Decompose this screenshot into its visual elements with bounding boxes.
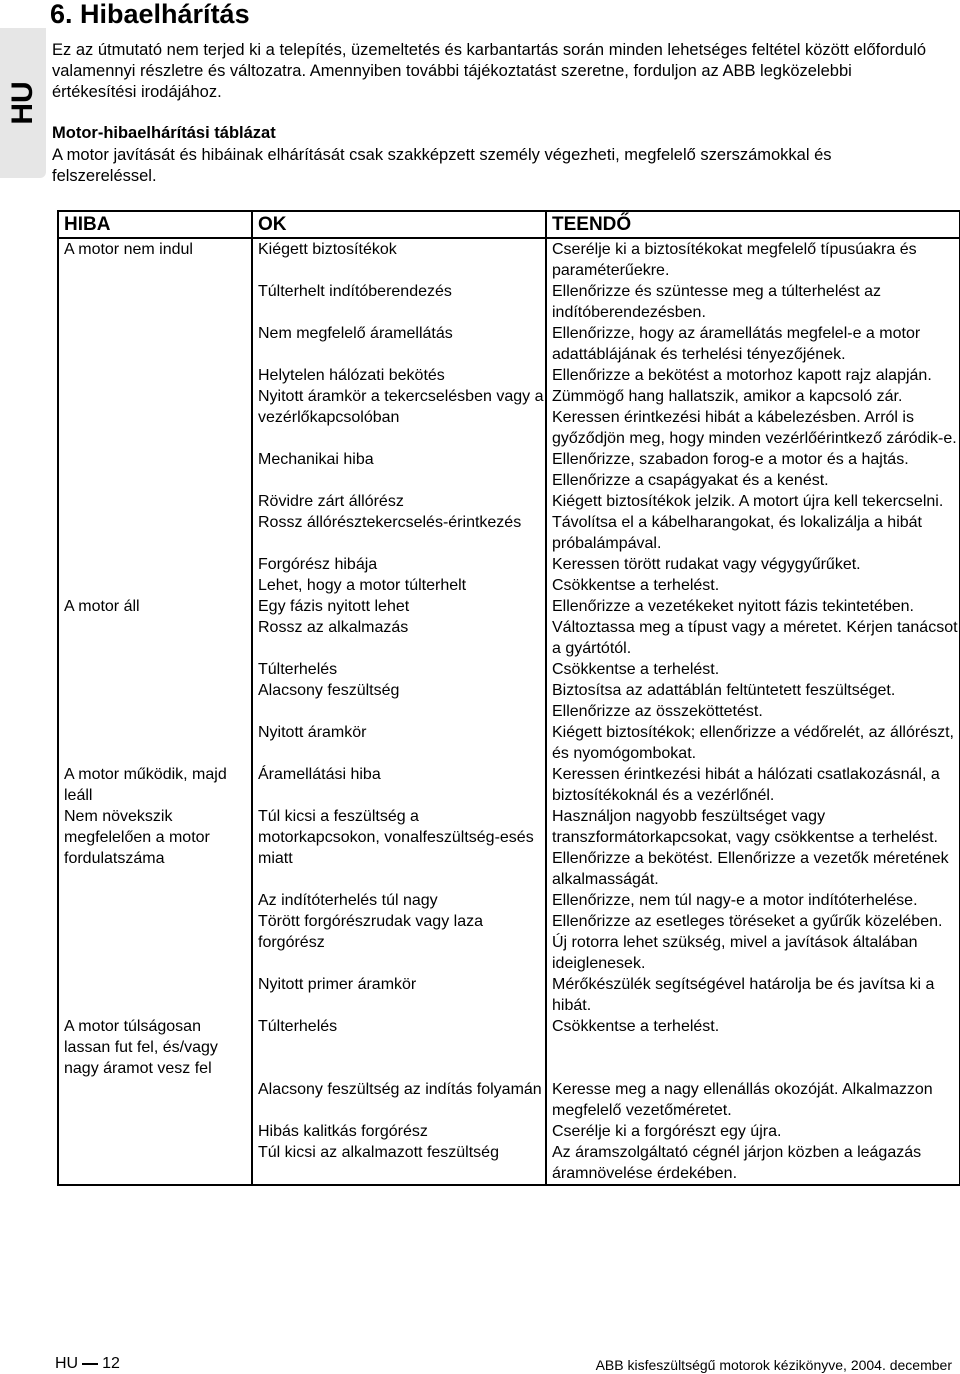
cause-cell: Alacsony feszültség [252, 680, 546, 722]
action-cell: Keresse meg a nagy ellenállás okozóját. Alkalmazzon megfelelő vezetőméretet. [546, 1079, 960, 1121]
fault-cell [58, 617, 252, 659]
language-tab [0, 28, 46, 178]
action-cell: Cserélje ki a forgórészt egy újra. [546, 1121, 960, 1142]
table-row [58, 323, 960, 365]
action-cell: Keressen törött rudakat vagy végygyűrűket. [546, 554, 960, 575]
header-fault: HIBA [58, 211, 252, 238]
action-cell: Ellenőrizze a bekötést a motorhoz kapott rajz alapján. [546, 365, 960, 386]
fault-cell [58, 575, 252, 596]
cause-cell: Áramellátási hiba [252, 764, 546, 806]
cause-cell: Törött forgórészrudak vagy laza forgórész [252, 911, 546, 974]
action-cell: Biztosítsa az adattáblán feltüntetett feszültséget. Ellenőrizze az összeköttetést. [546, 680, 960, 722]
fault-cell [58, 722, 252, 764]
fault-cell [58, 659, 252, 680]
action-cell: Cserélje ki a biztosítékokat megfelelő típusúakra és paraméterűekre. [546, 238, 960, 281]
table-row [58, 911, 960, 974]
troubleshooting-table [57, 210, 960, 1186]
action-cell: Csökkentse a terhelést. [546, 1016, 960, 1079]
cause-cell: Túl kicsi a feszültség a motorkapcsokon, vonalfeszültség-esés miatt [252, 806, 546, 890]
footer-document-title: ABB kisfeszültségű motorok kézikönyve, 2004. december [595, 1357, 952, 1373]
fault-cell [58, 449, 252, 491]
table-row [58, 449, 960, 491]
action-cell: Mérőkészülék segítségével határolja be és javítsa ki a hibát. [546, 974, 960, 1016]
cause-cell: Nyitott áramkör a tekercselésben vagy a vezérlőkapcsolóban [252, 386, 546, 449]
action-cell: Használjon nagyobb feszültséget vagy transzformátorkapcsokat, vagy csökkentse a terhelést. Ellenőrizze a bekötést. Ellenőrizze a vezetők méretének alkalmasságát. [546, 806, 960, 890]
cause-cell: Rossz állórésztekercselés-érintkezés [252, 512, 546, 554]
fault-cell [58, 890, 252, 911]
cause-cell: Nyitott áramkör [252, 722, 546, 764]
action-cell: Változtassa meg a típust vagy a méretet. Kérjen tanácsot a gyártótól. [546, 617, 960, 659]
action-cell: Ellenőrizze, nem túl nagy-e a motor indítóterhelése. [546, 890, 960, 911]
cause-cell: Forgórész hibája [252, 554, 546, 575]
table-row [58, 554, 960, 575]
action-cell: Csökkentse a terhelést. [546, 575, 960, 596]
fault-cell: A motor működik, majd leáll [58, 764, 252, 806]
cause-cell: Hibás kalitkás forgórész [252, 1121, 546, 1142]
table-row [58, 575, 960, 596]
table-row [58, 238, 960, 281]
table-header-row [58, 211, 960, 238]
table-row [58, 617, 960, 659]
table-row [58, 386, 960, 449]
fault-cell: Nem növekszik megfelelően a motor fordulatszáma [58, 806, 252, 890]
fault-cell [58, 323, 252, 365]
header-action: TEENDŐ [546, 211, 960, 238]
cause-cell: Egy fázis nyitott lehet [252, 596, 546, 617]
section-text: A motor javítását és hibáinak elhárítását csak szakképzett személy végezheti, megfelelő szerszámokkal és felszereléssel. [52, 146, 832, 185]
fault-cell [58, 281, 252, 323]
table-row [58, 1016, 960, 1079]
action-cell: Távolítsa el a kábelharangokat, és lokalizálja a hibát próbalámpával. [546, 512, 960, 554]
action-cell: Ellenőrizze, szabadon forog-e a motor és a hajtás. Ellenőrizze a csapágyakat és a kenést. [546, 449, 960, 491]
table-row [58, 890, 960, 911]
fault-cell: A motor nem indul [58, 238, 252, 281]
action-cell: Zümmögő hang hallatszik, amikor a kapcsoló zár. Keressen érintkezési hibát a kábelezésben. Arról is győződjön meg, hogy minden vezérlőérintkező záródik-e. [546, 386, 960, 449]
table-row [58, 281, 960, 323]
cause-cell: Túlterhelés [252, 659, 546, 680]
table-row [58, 596, 960, 617]
footer-language-code: HU [55, 1355, 79, 1372]
fault-cell: A motor áll [58, 596, 252, 617]
action-cell: Ellenőrizze a vezetékeket nyitott fázis tekintetében. [546, 596, 960, 617]
cause-cell: Nyitott primer áramkör [252, 974, 546, 1016]
footer-page-label [55, 1355, 120, 1373]
section-heading: Motor-hibaelhárítási táblázat [52, 124, 276, 142]
cause-cell: Túlterhelt indítóberendezés [252, 281, 546, 323]
table-body [58, 238, 960, 1185]
table-row [58, 659, 960, 680]
cause-cell: Alacsony feszültség az indítás folyamán [252, 1079, 546, 1121]
fault-cell [58, 974, 252, 1016]
page-title: 6. Hibaelhárítás [50, 0, 250, 29]
table-row [58, 365, 960, 386]
fault-cell [58, 1079, 252, 1121]
table-row [58, 1142, 960, 1185]
action-cell: Keressen érintkezési hibát a hálózati csatlakozásnál, a biztosítékoknál és a vezérlőnél. [546, 764, 960, 806]
action-cell: Ellenőrizze az esetleges töréseket a gyűrűk közelében. Új rotorra lehet szükség, mivel a javítások általában ideiglenesek. [546, 911, 960, 974]
table-row [58, 764, 960, 806]
fault-cell [58, 680, 252, 722]
action-cell: Ellenőrizze és szüntesse meg a túlterhelést az indítóberendezésben. [546, 281, 960, 323]
cause-cell: Rossz az alkalmazás [252, 617, 546, 659]
fault-cell [58, 512, 252, 554]
cause-cell: Túlterhelés [252, 1016, 546, 1079]
table-row [58, 1079, 960, 1121]
table-row [58, 680, 960, 722]
cause-cell: Rövidre zárt állórész [252, 491, 546, 512]
fault-cell: A motor túlságosan lassan fut fel, és/vagy nagy áramot vesz fel [58, 1016, 252, 1079]
action-cell: Ellenőrizze, hogy az áramellátás megfelel-e a motor adattáblájának és terhelési tényezőjének. [546, 323, 960, 365]
intro-paragraph: Ez az útmutató nem terjed ki a telepítés, üzemeltetés és karbantartás során minden lehetséges feltétel között előforduló valamennyi részletre és változatra. Amennyiben további tájékoztatást szeretne, forduljon az ABB legközelebbi értékesítési irodájához. [52, 41, 927, 101]
fault-cell [58, 1121, 252, 1142]
fault-cell [58, 911, 252, 974]
table-row [58, 806, 960, 890]
table-row [58, 491, 960, 512]
cause-cell: Túl kicsi az alkalmazott feszültség [252, 1142, 546, 1185]
language-tab-label: HU [6, 81, 39, 125]
fault-cell [58, 386, 252, 449]
action-cell: Kiégett biztosítékok; ellenőrizze a védőrelét, az állórészt, és nyomógombokat. [546, 722, 960, 764]
cause-cell: Az indítóterhelés túl nagy [252, 890, 546, 911]
cause-cell: Kiégett biztosítékok [252, 238, 546, 281]
action-cell: Kiégett biztosítékok jelzik. A motort újra kell tekercselni. [546, 491, 960, 512]
cause-cell: Lehet, hogy a motor túlterhelt [252, 575, 546, 596]
cause-cell: Nem megfelelő áramellátás [252, 323, 546, 365]
fault-cell [58, 491, 252, 512]
table-row [58, 512, 960, 554]
header-cause: OK [252, 211, 546, 238]
fault-cell [58, 1142, 252, 1185]
cause-cell: Mechanikai hiba [252, 449, 546, 491]
table-row [58, 974, 960, 1016]
action-cell: Az áramszolgáltató cégnél járjon közben a leágazás áramnövelése érdekében. [546, 1142, 960, 1185]
table-row [58, 722, 960, 764]
table-row [58, 1121, 960, 1142]
fault-cell [58, 554, 252, 575]
action-cell: Csökkentse a terhelést. [546, 659, 960, 680]
footer-dash [82, 1363, 98, 1365]
footer-page-number: 12 [102, 1355, 120, 1372]
fault-cell [58, 365, 252, 386]
cause-cell: Helytelen hálózati bekötés [252, 365, 546, 386]
